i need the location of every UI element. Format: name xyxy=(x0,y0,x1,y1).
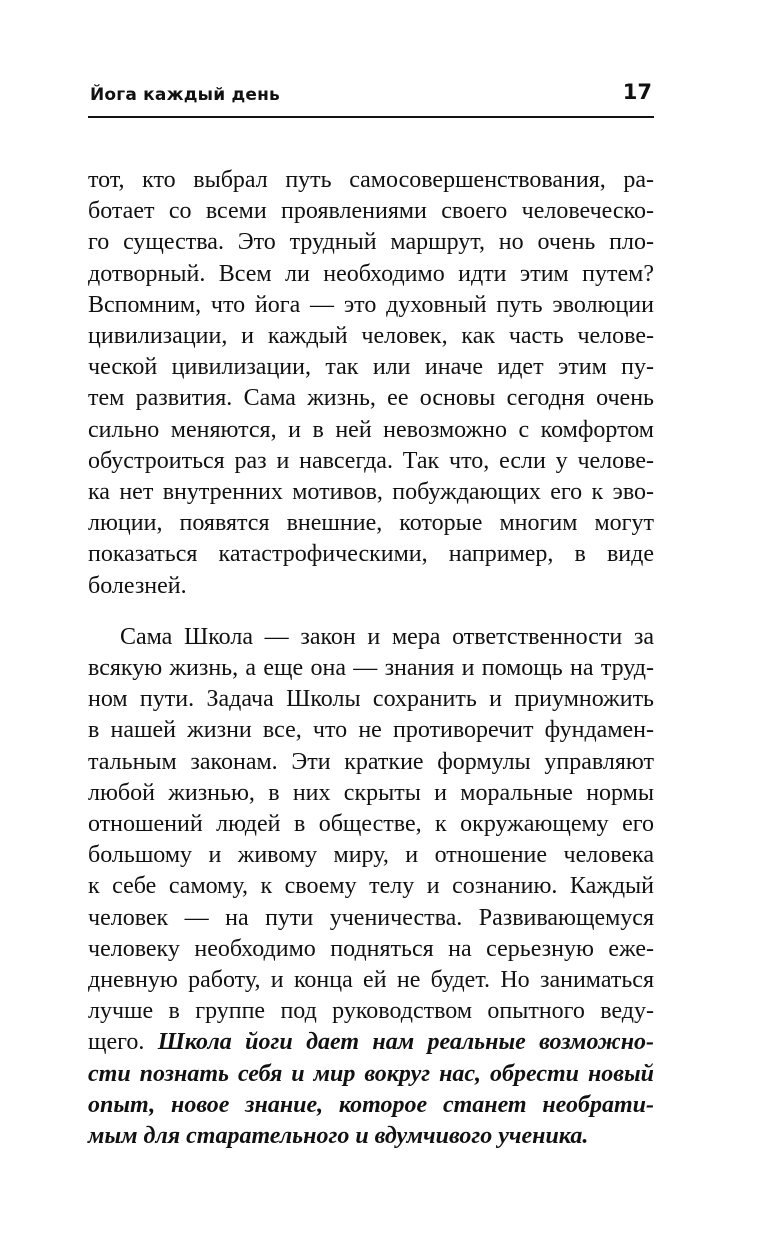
mixed-text-line xyxy=(88,1027,654,1058)
text-line: человек — на пути ученичества. Развивающемуся xyxy=(88,904,654,931)
text-line: болезней. xyxy=(88,572,187,599)
text-line: сильно меняются, и в ней невозможно с комфортом xyxy=(88,416,654,443)
plain-text-segment: щего. xyxy=(88,1029,145,1056)
text-line: отношений людей в обществе, к окружающему его xyxy=(88,811,654,838)
text-line: тем развития. Сама жизнь, ее основы сегодня очень xyxy=(88,385,654,412)
text-line: дотворный. Всем ли необходимо идти этим путем? xyxy=(88,260,654,287)
text-line: дневную работу, и конца ей не будет. Но заниматься xyxy=(88,967,654,994)
emphasized-text-segment: Школа йоги дает нам реальные возможно- xyxy=(157,1029,655,1056)
text-line: лучше в группе под руководством опытного веду- xyxy=(88,998,654,1025)
emphasized-text-line: опыт, новое знание, которое станет необрати- xyxy=(88,1091,654,1118)
text-line: ном пути. Задача Школы сохранить и приумножить xyxy=(88,686,654,713)
text-line: ботает со всеми проявлениями своего человеческо- xyxy=(88,198,654,225)
text-line: ческой цивилизации, так или иначе идет этим пу- xyxy=(88,354,654,381)
text-line: всякую жизнь, а еще она — знания и помощь на труд- xyxy=(88,655,654,682)
text-line: тот, кто выбрал путь самосовершенствования, ра- xyxy=(88,167,654,193)
text-line: тальным законам. Эти краткие формулы управляют xyxy=(88,748,654,775)
paragraph-gap xyxy=(88,602,654,622)
running-header xyxy=(88,80,654,118)
body-text xyxy=(88,165,654,1152)
text-line: в нашей жизни все, что не противоречит фундамен- xyxy=(88,717,654,744)
text-line: обустроиться раз и навсегда. Так что, если у челове- xyxy=(88,447,654,474)
text-line: люции, появятся внешние, которые многим могут xyxy=(88,510,654,537)
emphasized-text-line: мым для старательного и вдумчивого ученика. xyxy=(88,1123,589,1150)
emphasized-text-line: сти познать себя и мир вокруг нас, обрести новый xyxy=(88,1060,654,1087)
text-line: показаться катастрофическими, например, в виде xyxy=(88,541,654,568)
text-line: го существа. Это трудный маршрут, но очень пло- xyxy=(88,229,654,256)
page-number: 17 xyxy=(622,80,652,104)
running-title: Йога каждый день xyxy=(90,85,280,105)
paragraph-2 xyxy=(88,622,654,1152)
paragraph-1 xyxy=(88,165,654,602)
text-line: цивилизации, и каждый человек, как часть челове- xyxy=(88,323,654,350)
text-line: Сама Школа — закон и мера ответственности за xyxy=(120,623,654,650)
text-line: к себе самому, к своему телу и сознанию. Каждый xyxy=(88,873,654,900)
text-line: человеку необходимо подняться на серьезную еже- xyxy=(88,935,654,962)
text-line: Вспомним, что йога — это духовный путь эволюции xyxy=(88,291,654,318)
text-line: любой жизнью, в них скрыты и моральные нормы xyxy=(88,779,654,806)
text-line: большому и живому миру, и отношение человека xyxy=(88,842,654,869)
text-line: ка нет внутренних мотивов, побуждающих его к эво- xyxy=(88,479,654,506)
